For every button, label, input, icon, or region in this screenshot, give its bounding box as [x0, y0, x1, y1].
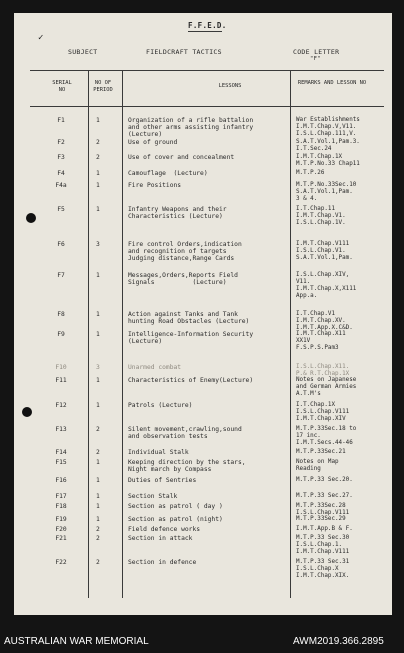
row-periods: 1: [96, 182, 100, 189]
row-remarks: M.T.P.33 Sec.20.: [296, 477, 353, 483]
row-serial: F20: [55, 526, 67, 533]
row-remarks: I.T.Chap.1X I.S.L.Chap.V111 I.M.T.Chap.XIV: [296, 402, 350, 422]
table-top-rule: [30, 70, 384, 71]
table-header-rule: [30, 106, 384, 107]
row-remarks: I.M.T.App.B & F.: [296, 526, 353, 532]
row-remarks: I.S.L.Chap.X11. P.& R.T.Chap.1X: [296, 364, 350, 377]
col-header-serial: SERIAL NO: [52, 80, 72, 93]
row-remarks: I.M.T.Chap.1X M.T.P.No.33 Chap11: [296, 154, 360, 167]
row-lesson: Organization of a rifle battalion and other arms assisting infantry (Lecture): [128, 117, 254, 139]
row-serial: F2: [57, 139, 65, 146]
row-serial: F1: [57, 117, 65, 124]
code-letter-value: "F": [310, 56, 321, 62]
row-serial: F16: [55, 477, 67, 484]
row-serial: F6: [57, 241, 65, 248]
row-periods: 2: [96, 426, 100, 433]
row-serial: F17: [55, 493, 67, 500]
row-lesson: Unarmed combat: [128, 364, 182, 371]
row-lesson: Duties of Sentries: [128, 477, 197, 484]
title-underline: [188, 31, 222, 32]
row-periods: 3: [96, 241, 100, 248]
col-header-lessons: LESSONS: [218, 83, 242, 89]
row-periods: 2: [96, 139, 100, 146]
row-periods: 1: [96, 206, 100, 213]
row-remarks: I.T.Chap.V1 I.M.T.Chap.XV. I.M.T.App.X.C&D.: [296, 311, 353, 331]
row-lesson: Patrols (Lecture): [128, 402, 193, 409]
row-remarks: Notes on Japanese and German Armies A.T.M's: [296, 377, 357, 397]
row-lesson: Camouflage (Lecture): [128, 170, 208, 177]
row-lesson: Messages,Orders,Reports Field Signals (Lecture): [128, 272, 238, 287]
row-periods: 1: [96, 272, 100, 279]
row-lesson: Section in attack: [128, 535, 193, 542]
punch-hole-top: [26, 213, 36, 223]
row-lesson: Section as patrol ( day ): [128, 503, 223, 510]
footer-credit: AUSTRALIAN WAR MEMORIAL: [4, 636, 149, 647]
document-title: F.F.E.D.: [188, 21, 227, 30]
row-periods: 2: [96, 526, 100, 533]
subject-value: FIELDCRAFT TACTICS: [146, 48, 222, 56]
row-serial: F21: [55, 535, 67, 542]
row-remarks: M.T.P.33 Sec.30 I.S.L.Chap.1. I.M.T.Chap.V111: [296, 535, 350, 555]
row-lesson: Infantry Weapons and their Characteristics (Lecture): [128, 206, 227, 221]
row-periods: 1: [96, 170, 100, 177]
row-periods: 1: [96, 503, 100, 510]
row-lesson: Silent movement,crawling,sound and observation tests: [128, 426, 242, 441]
footer-accession-number: AWM2019.366.2895: [293, 636, 384, 647]
row-remarks: M.T.P.33Sec.29: [296, 516, 346, 522]
row-serial: F19: [55, 516, 67, 523]
row-remarks: War Establishments I.M.T.Chap.V,V11. I.S.L.Chap.111,V.: [296, 117, 360, 137]
row-serial: F22: [55, 559, 67, 566]
tick-mark-icon: ✓: [38, 33, 44, 43]
col-header-periods: NO OF PERIOD: [93, 80, 113, 93]
row-periods: 2: [96, 535, 100, 542]
row-periods: 3: [96, 364, 100, 371]
row-serial: F7: [57, 272, 65, 279]
row-serial: F13: [55, 426, 67, 433]
row-lesson: Fire control Orders,indication and recognition of targets Judging distance,Range Cards: [128, 241, 242, 263]
code-letter-label: CODE LETTER: [293, 48, 340, 56]
row-lesson: Individual Stalk: [128, 449, 189, 456]
row-remarks: M.T.P.26: [296, 170, 325, 176]
row-periods: 2: [96, 154, 100, 161]
row-remarks: M.T.P.33 Sec.31 I.S.L.Chap.X I.M.T.Chap.XIX.: [296, 559, 350, 579]
subject-label: SUBJECT: [68, 48, 98, 56]
row-lesson: Field defence works: [128, 526, 201, 533]
row-serial: F14: [55, 449, 67, 456]
row-remarks: I.S.L.Chap.XIV, V11. I.M.T.Chap.X,X111 App.a.: [296, 272, 357, 299]
row-remarks: M.T.P.No.33Sec.10 S.A.T.Vol.1,Pam. 3 & 4.: [296, 182, 357, 202]
row-serial: F12: [55, 402, 67, 409]
col-divider-1: [88, 70, 89, 598]
col-header-remarks: REMARKS AND LESSON NO: [297, 80, 367, 86]
row-remarks: I.M.T.Chap.V111 I.S.L.Chap.V1. S.A.T.Vol.1,Pam.: [296, 241, 353, 261]
row-lesson: Section as patrol (night): [128, 516, 223, 523]
row-serial: F5: [57, 206, 65, 213]
row-serial: F4a: [55, 182, 67, 189]
row-periods: 1: [96, 493, 100, 500]
row-serial: F11: [55, 377, 67, 384]
row-periods: 2: [96, 449, 100, 456]
row-lesson: Section in defence: [128, 559, 197, 566]
row-lesson: Use of cover and concealment: [128, 154, 235, 161]
row-remarks: S.A.T.Vol.1,Pam.3. I.T.Sec.24: [296, 139, 360, 152]
row-periods: 1: [96, 311, 100, 318]
row-serial: F4: [57, 170, 65, 177]
row-periods: 1: [96, 516, 100, 523]
punch-hole-bottom: [22, 407, 32, 417]
row-periods: 1: [96, 459, 100, 466]
row-periods: 1: [96, 402, 100, 409]
row-serial: F9: [57, 331, 65, 338]
row-lesson: Section Stalk: [128, 493, 178, 500]
row-remarks: M.T.P.33Sec.21: [296, 449, 346, 455]
row-lesson: Use of ground: [128, 139, 178, 146]
row-remarks: M.T.P.33Sec.28 I.S.L.Chap.V111: [296, 503, 350, 516]
row-remarks: M.T.P.33Sec.18 to 17 inc. I.M.T.Secs.44-46: [296, 426, 357, 446]
row-remarks: I.M.T.Chap.X11 XX1V F.S.P.S.Pam3: [296, 331, 346, 351]
row-serial: F10: [55, 364, 67, 371]
row-lesson: Fire Positions: [128, 182, 182, 189]
row-periods: 1: [96, 377, 100, 384]
row-lesson: Intelligence-Information Security (Lecture): [128, 331, 254, 346]
row-serial: F3: [57, 154, 65, 161]
row-remarks: I.T.Chap.11 I.M.T.Chap.V1. I.S.L.Chap.1V.: [296, 206, 346, 226]
row-lesson: Action against Tanks and Tank hunting Road Obstacles (Lecture): [128, 311, 250, 326]
row-periods: 2: [96, 559, 100, 566]
row-remarks: M.T.P.33 Sec.27.: [296, 493, 353, 499]
row-lesson: Keeping direction by the stars, Night march by Compass: [128, 459, 246, 474]
row-periods: 1: [96, 477, 100, 484]
row-remarks: Notes on Map Reading: [296, 459, 339, 472]
row-lesson: Characteristics of Enemy(Lecture): [128, 377, 254, 384]
row-serial: F18: [55, 503, 67, 510]
row-serial: F15: [55, 459, 67, 466]
row-periods: 1: [96, 117, 100, 124]
col-divider-2: [122, 70, 123, 598]
row-periods: 1: [96, 331, 100, 338]
col-divider-3: [290, 70, 291, 598]
row-serial: F8: [57, 311, 65, 318]
